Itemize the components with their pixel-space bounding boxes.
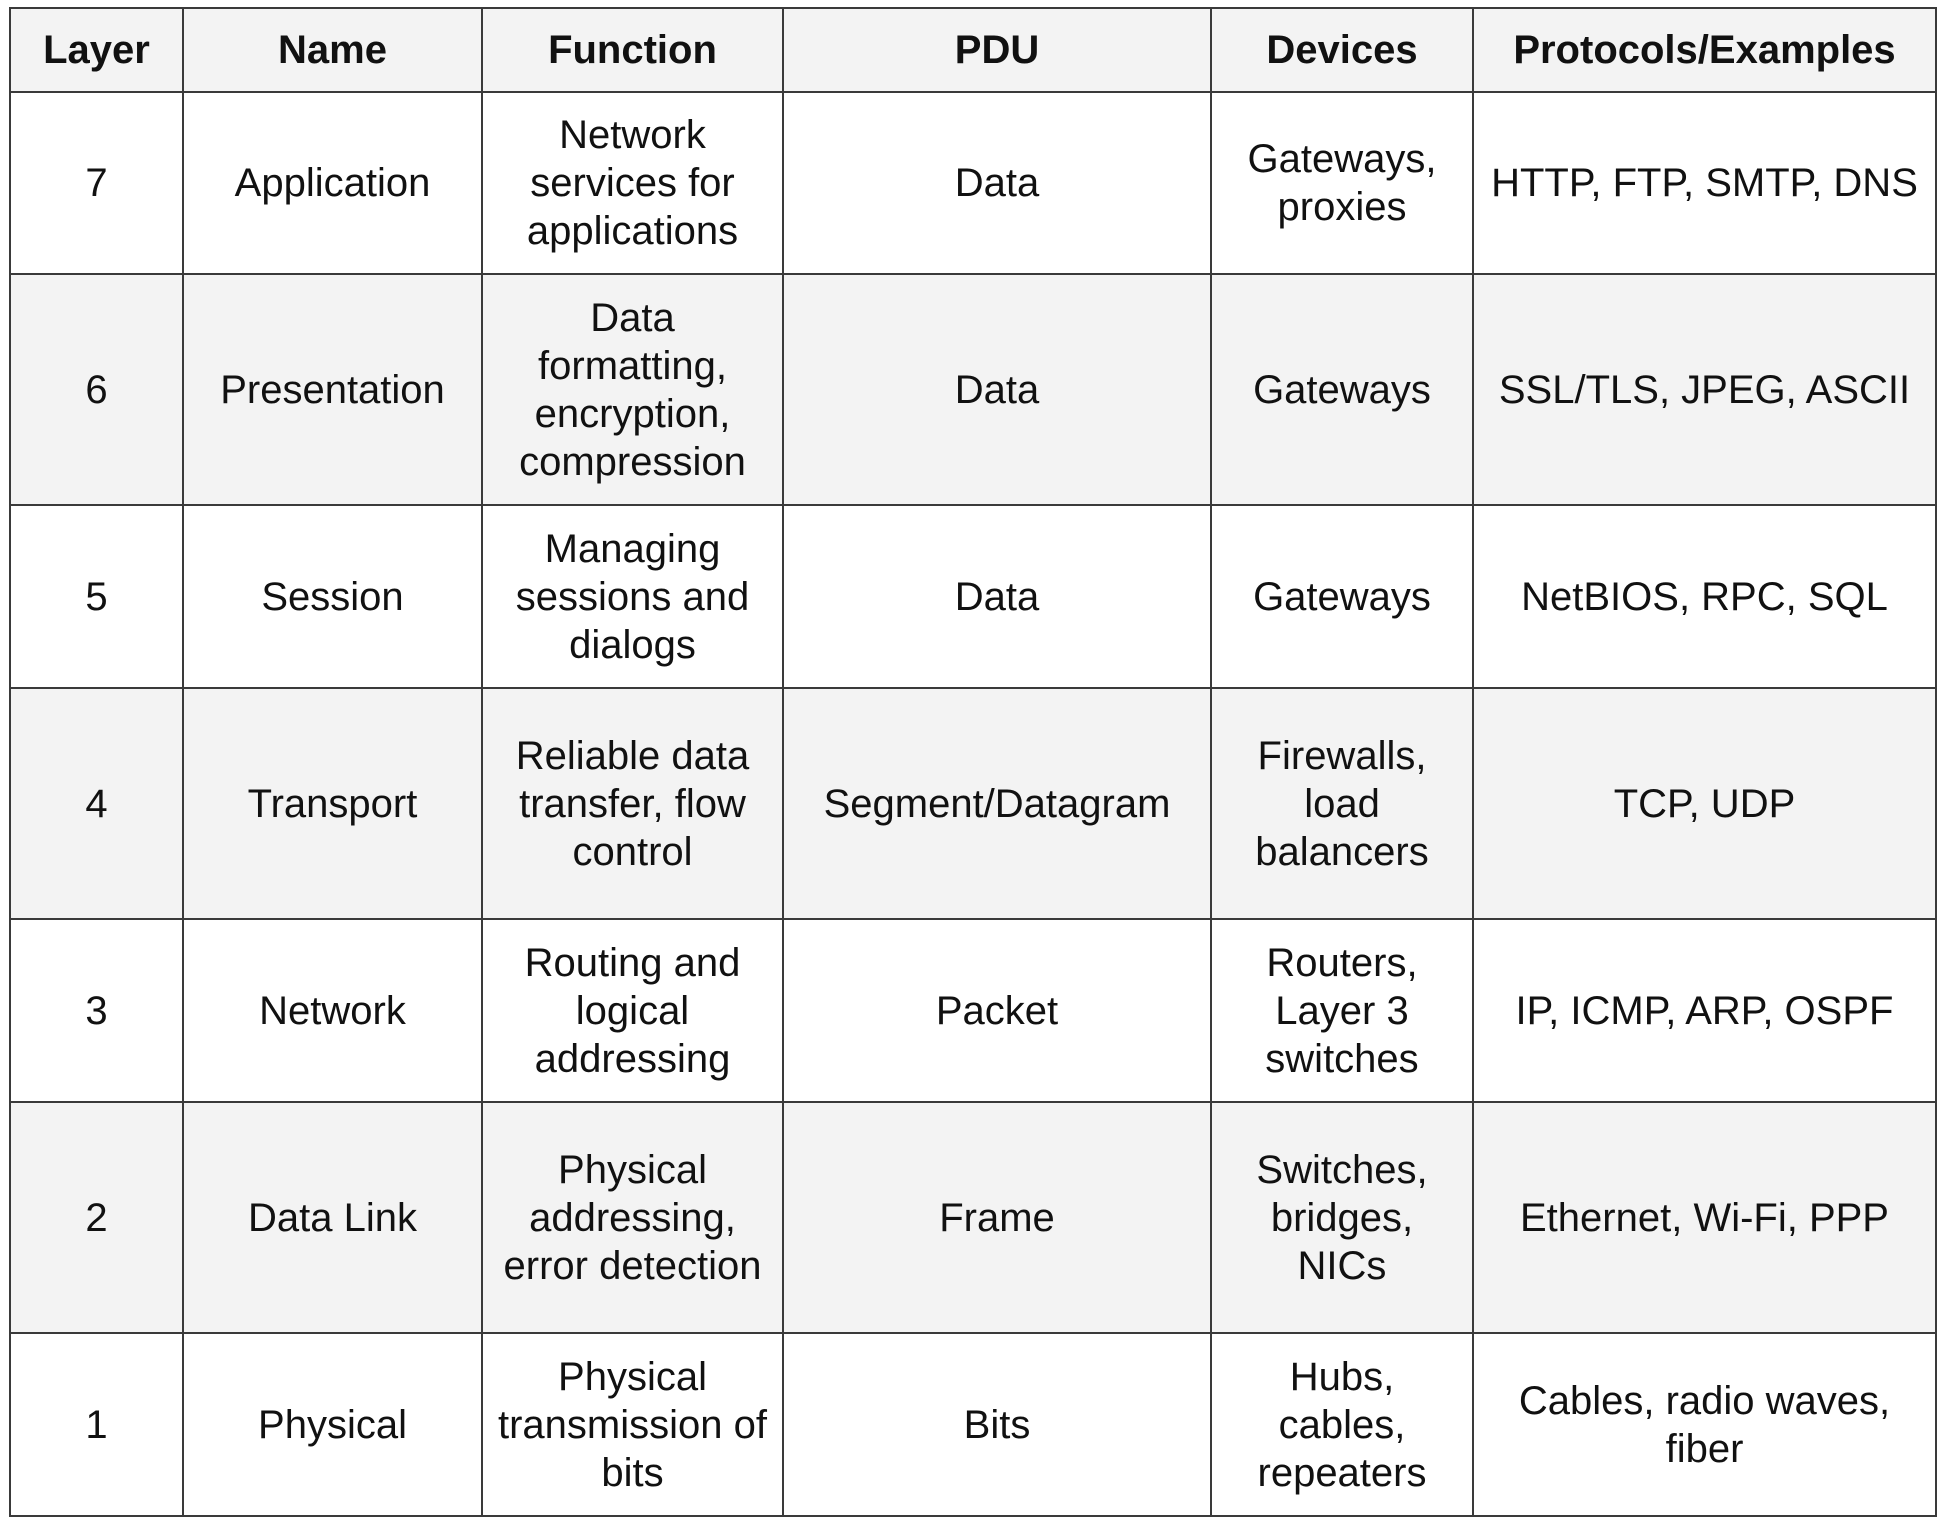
cell-devices: Gateways [1211,505,1473,688]
cell-name: Application [183,92,482,274]
cell-layer: 6 [10,274,183,505]
table-body [10,92,1936,1516]
cell-function: Network services for applications [482,92,783,274]
cell-layer: 7 [10,92,183,274]
cell-name: Network [183,919,482,1102]
cell-devices: Gateways [1211,274,1473,505]
cell-protocols: NetBIOS, RPC, SQL [1473,505,1936,688]
cell-name: Physical [183,1333,482,1516]
cell-protocols: SSL/TLS, JPEG, ASCII [1473,274,1936,505]
cell-layer: 5 [10,505,183,688]
osi-model-table [9,7,1937,1517]
table-row [10,1333,1936,1516]
cell-devices: Routers, Layer 3 switches [1211,919,1473,1102]
cell-pdu: Segment/Datagram [783,688,1211,919]
header-layer: Layer [10,8,183,92]
table-row [10,688,1936,919]
table-row [10,919,1936,1102]
cell-devices: Gateways, proxies [1211,92,1473,274]
cell-function: Routing and logical addressing [482,919,783,1102]
cell-layer: 3 [10,919,183,1102]
cell-pdu: Data [783,92,1211,274]
cell-function: Reliable data transfer, flow control [482,688,783,919]
cell-pdu: Packet [783,919,1211,1102]
cell-pdu: Frame [783,1102,1211,1333]
cell-function: Managing sessions and dialogs [482,505,783,688]
cell-pdu: Data [783,505,1211,688]
cell-name: Data Link [183,1102,482,1333]
header-name: Name [183,8,482,92]
header-row [10,8,1936,92]
cell-function: Data formatting, encryption, compression [482,274,783,505]
header-pdu: PDU [783,8,1211,92]
cell-name: Transport [183,688,482,919]
cell-protocols: HTTP, FTP, SMTP, DNS [1473,92,1936,274]
table-header [10,8,1936,92]
table-row [10,505,1936,688]
cell-protocols: TCP, UDP [1473,688,1936,919]
cell-pdu: Data [783,274,1211,505]
cell-pdu: Bits [783,1333,1211,1516]
cell-layer: 1 [10,1333,183,1516]
table-row [10,92,1936,274]
header-protocols: Protocols/Examples [1473,8,1936,92]
header-devices: Devices [1211,8,1473,92]
table-row [10,1102,1936,1333]
cell-devices: Firewalls, load balancers [1211,688,1473,919]
cell-function: Physical addressing, error detection [482,1102,783,1333]
cell-devices: Switches, bridges, NICs [1211,1102,1473,1333]
cell-protocols: IP, ICMP, ARP, OSPF [1473,919,1936,1102]
cell-function: Physical transmission of bits [482,1333,783,1516]
cell-protocols: Ethernet, Wi-Fi, PPP [1473,1102,1936,1333]
cell-layer: 2 [10,1102,183,1333]
header-function: Function [482,8,783,92]
cell-layer: 4 [10,688,183,919]
cell-protocols: Cables, radio waves, fiber [1473,1333,1936,1516]
cell-devices: Hubs, cables, repeaters [1211,1333,1473,1516]
table-row [10,274,1936,505]
cell-name: Session [183,505,482,688]
cell-name: Presentation [183,274,482,505]
